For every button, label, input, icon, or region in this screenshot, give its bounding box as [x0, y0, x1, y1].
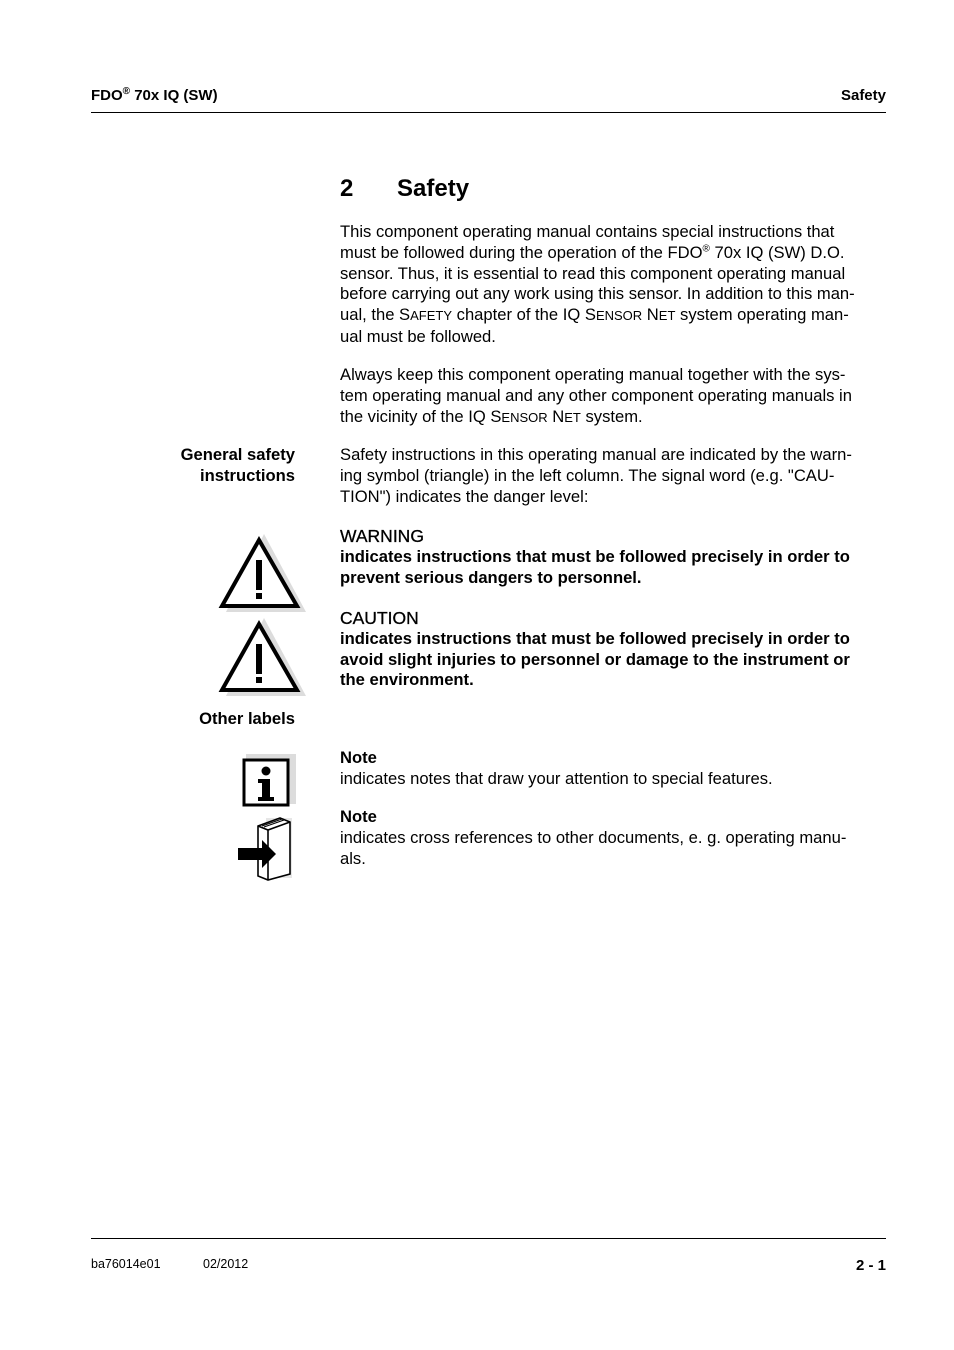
- warning-triangle-icon: [218, 614, 308, 698]
- warning-triangle-icon: [218, 530, 308, 614]
- header-section: Safety: [840, 87, 886, 104]
- info-icon: [240, 752, 298, 810]
- header-product: FDO® 70x IQ (SW): [91, 86, 218, 104]
- intro-paragraph-2: Always keep this component operating manual together with the sys- tem operating manual and any other component operating manuals in the vicinity of the IQ SENSOR NET system.: [340, 365, 852, 426]
- footer-rule: [91, 1238, 886, 1239]
- note-info-block: Note indicates notes that draw your attention to special features.: [340, 748, 773, 788]
- book-reference-icon: [236, 814, 298, 882]
- note-info-title: Note: [340, 748, 377, 767]
- page-number: 2 - 1: [855, 1257, 886, 1274]
- warning-title: WARNING: [340, 526, 424, 546]
- footer-doc-id: ba76014e01: [91, 1257, 161, 1271]
- note-ref-title: Note: [340, 807, 377, 826]
- caution-title: CAUTION: [340, 608, 419, 628]
- caution-block: CAUTION indicates instructions that must be followed precisely in order to avoid slight injuries to personnel or damage to the instrument or the environment.: [340, 608, 850, 690]
- warning-block: WARNING indicates instructions that must be followed precisely in order to prevent serious dangers to personnel.: [340, 526, 850, 587]
- general-safety-text: Safety instructions in this operating manual are indicated by the warn- ing symbol (triangle) in the left column. The signal word (e.g. "CAU- TION") indicates the danger level:: [340, 445, 852, 506]
- chapter-number: 2: [340, 175, 354, 202]
- intro-paragraph-1: This component operating manual contains special instructions that must be followed during the operation of the FDO® 70x IQ (SW) D.O. sensor. Thus, it is essential to read this component operating manual before carrying out any work using this sensor. In addition to this man- ual, the SAFETY chapter of the IQ SENSOR NET system operating man- ual must be followed.: [340, 222, 855, 346]
- page-title: Safety: [397, 175, 470, 202]
- other-labels-label: Other labels: [199, 709, 295, 728]
- footer-date: 02/2012: [203, 1257, 249, 1271]
- header-rule: [91, 112, 886, 113]
- note-ref-block: Note indicates cross references to other documents, e. g. operating manu- als.: [340, 807, 847, 868]
- general-safety-label: General safety instructions: [180, 445, 295, 485]
